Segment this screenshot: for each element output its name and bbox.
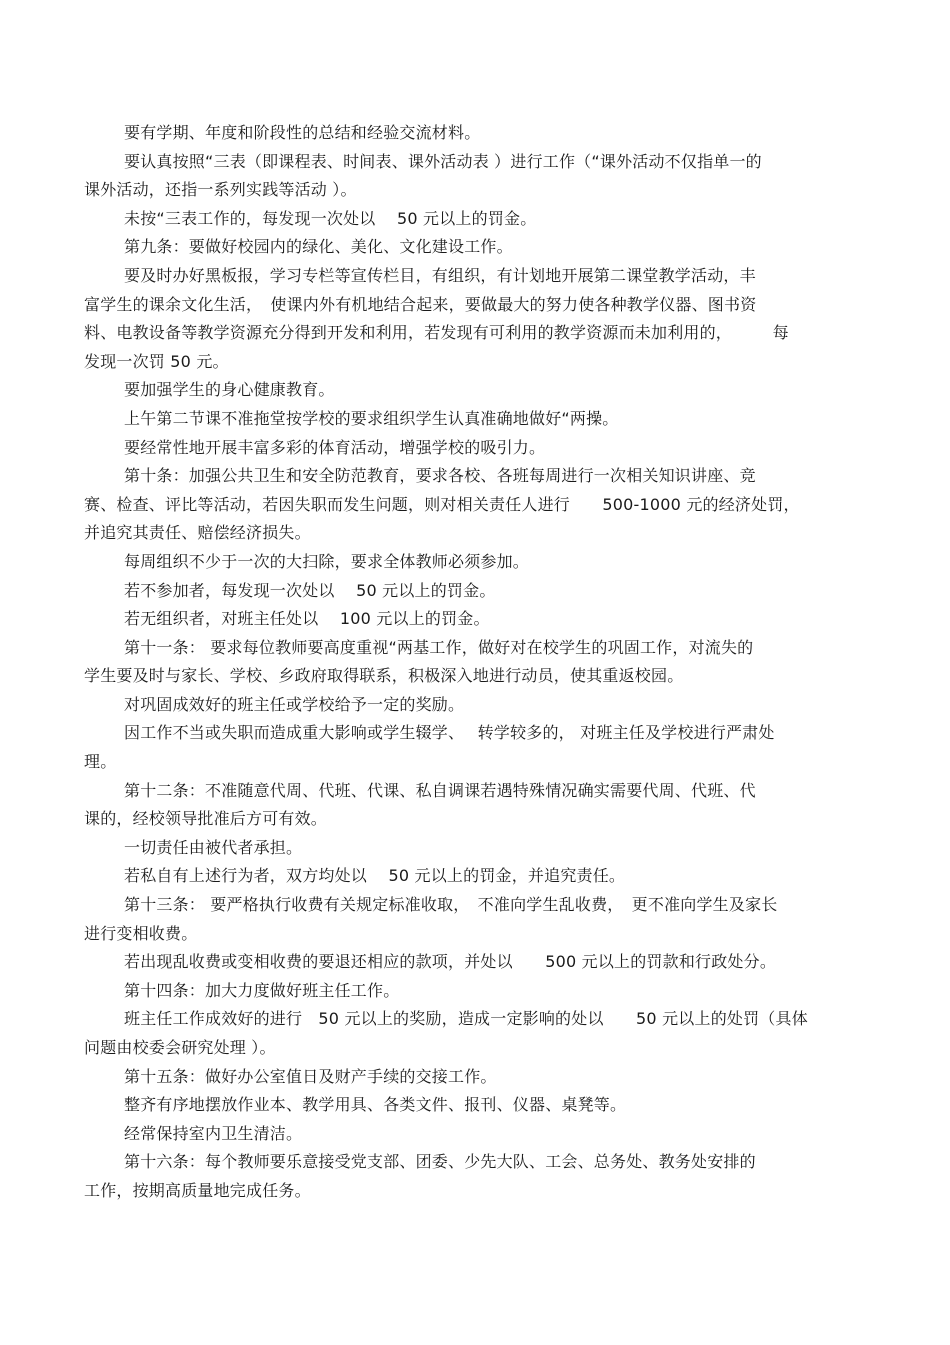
text-line: 第十六条：每个教师要乐意接受党支部、团委、少先大队、工会、总务处、教务处安排的 [124, 1152, 756, 1172]
text-line: 理。 [84, 752, 117, 772]
text-line: 整齐有序地摆放作业本、教学用具、各类文件、报刊、仪器、桌凳等。 [124, 1095, 627, 1115]
text-line: 第十二条：不准随意代周、代班、代课、私自调课若遇特殊情况确实需要代周、代班、代 [124, 780, 756, 800]
text-line: 第十四条：加大力度做好班主任工作。 [124, 980, 400, 1000]
text-line: 每周组织不少于一次的大扫除，要求全体教师必须参加。 [124, 551, 530, 571]
text-line: 第十条：加强公共卫生和安全防范教育，要求各校、各班每周进行一次相关知识讲座、竞 [124, 466, 756, 486]
text-line: 料、电教设备等教学资源充分得到开发和利用，若发现有可利用的教学资源而未加利用的， 每 [84, 323, 789, 343]
text-line: 第十一条： 要求每位教师要高度重视“两基工作，做好对在校学生的巩固工作，对流失的 [124, 637, 754, 657]
text-line: 对巩固成效好的班主任或学校给予一定的奖励。 [124, 694, 465, 714]
text-line: 赛、检查、评比等活动，若因失职而发生问题，则对相关责任人进行 500-1000 元的经济处罚， [84, 494, 800, 514]
text-line: 要有学期、年度和阶段性的总结和经验交流材料。 [124, 123, 481, 142]
document-body [84, 119, 874, 1206]
text-line: 并追究其责任、赔偿经济损失。 [84, 523, 311, 543]
text-line: 若无组织者，对班主任处以 100 元以上的罚金。 [124, 609, 490, 629]
text-line: 若私自有上述行为者，双方均处以 50 元以上的罚金，并追究责任。 [124, 866, 626, 886]
text-line: 第九条：要做好校园内的绿化、美化、文化建设工作。 [124, 237, 513, 257]
text-line: 课的，经校领导批准后方可有效。 [84, 809, 328, 829]
text-line: 要经常性地开展丰富多彩的体育活动，增强学校的吸引力。 [124, 437, 546, 457]
text-line: 课外活动，还指一系列实践等活动 ）。 [84, 180, 357, 200]
text-line: 第十五条：做好办公室值日及财产手续的交接工作。 [124, 1066, 497, 1086]
text-line: 因工作不当或失职而造成重大影响或学生辍学、 转学较多的， 对班主任及学校进行严肃处 [124, 723, 775, 743]
text-line: 学生要及时与家长、学校、乡政府取得联系，积极深入地进行动员，使其重返校园。 [84, 666, 684, 686]
text-line: 要认真按照“三表（即课程表、时间表、课外活动表 ）进行工作（“课外活动不仅指单一的 [124, 151, 762, 171]
text-line: 若不参加者，每发现一次处以 50 元以上的罚金。 [124, 580, 496, 600]
text-line: 一切责任由被代者承担。 [124, 837, 303, 857]
text-line: 富学生的课余文化生活， 使课内外有机地结合起来，要做最大的努力使各种教学仪器、图书资 [84, 294, 757, 314]
text-line: 问题由校委会研究处理 ）。 [84, 1038, 276, 1057]
text-line: 班主任工作成效好的进行 50 元以上的奖励，造成一定影响的处以 50 元以上的处罚（具体 [124, 1009, 808, 1029]
text-line: 进行变相收费。 [84, 923, 198, 943]
text-line: 工作，按期高质量地完成任务。 [84, 1180, 311, 1200]
text-line: 发现一次罚 50 元。 [84, 351, 229, 371]
text-line: 上午第二节课不准拖堂按学校的要求组织学生认真准确地做好“两操。 [124, 408, 619, 428]
text-line: 要及时办好黑板报，学习专栏等宣传栏目，有组织，有计划地开展第二课堂教学活动，丰 [124, 265, 756, 285]
text-line: 若出现乱收费或变相收费的要退还相应的款项，并处以 500 元以上的罚款和行政处分。 [124, 952, 777, 972]
text-line: 未按“三表工作的，每发现一次处以 50 元以上的罚金。 [124, 208, 537, 228]
text-line: 经常保持室内卫生清洁。 [124, 1123, 303, 1143]
text-line: 第十三条： 要严格执行收费有关规定标准收取， 不准向学生乱收费， 更不准向学生及家长 [124, 895, 778, 915]
text-line: 要加强学生的身心健康教育。 [124, 380, 335, 400]
